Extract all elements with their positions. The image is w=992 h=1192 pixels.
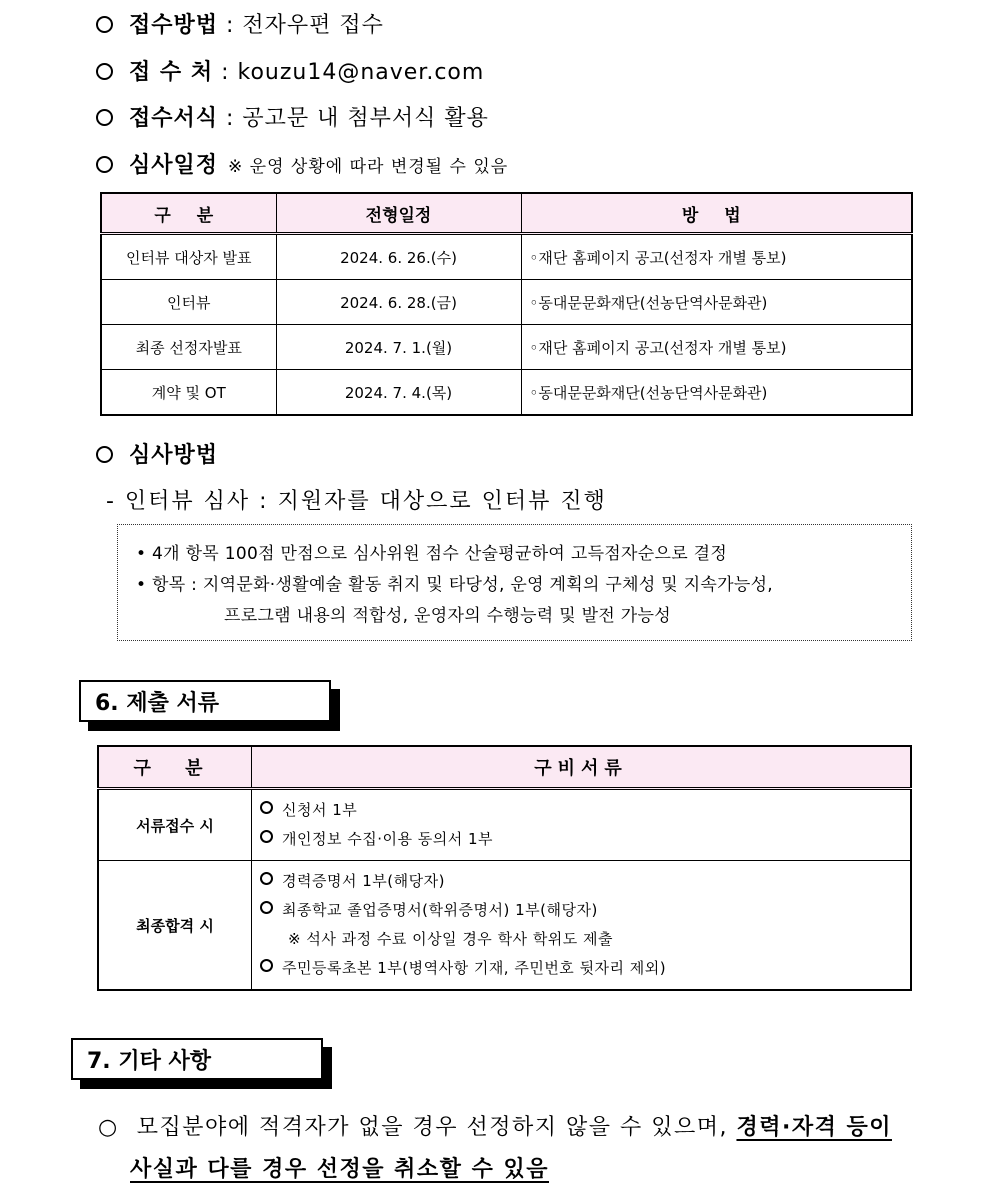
table-row: 인터뷰 2024. 6. 28.(금) ◦동대문문화재단(선농단역사문화관) [101,280,912,325]
schedule-note: ※ 운영 상황에 따라 변경될 수 있음 [228,157,509,177]
hollow-bullet-icon: ○ [98,1115,119,1140]
info-value: 공고문 내 첨부서식 활용 [242,106,489,131]
table-row: 서류접수 시 신청서 1부 개인정보 수집·이용 동의서 1부 [98,789,911,861]
circle-bullet-icon [260,901,273,914]
review-criteria-box [117,524,912,641]
info-line-form: 접수서식 : 공고문 내 첨부서식 활용 [96,101,489,132]
info-line-method: 접수방법 : 전자우편 접수 [96,8,384,39]
info-label: 접수서식 [129,106,219,131]
criteria-bullet-continued: 프로그램 내용의 적합성, 운영자의 수행능력 및 발전 가능성 [224,606,671,626]
section-6-title: 6. 제출 서류 [79,680,331,722]
table-header-row [101,193,912,234]
info-label: 접 수 처 [129,60,214,85]
schedule-heading: 심사일정 ※ 운영 상황에 따라 변경될 수 있음 [96,148,508,179]
circle-bullet-icon [260,872,273,885]
info-value: 전자우편 접수 [242,13,384,38]
table-header-row [98,746,911,789]
circle-bullet-icon [96,16,113,33]
circle-bullet-icon [260,830,273,843]
schedule-table [100,192,913,416]
criteria-bullet: • 4개 항목 100점 만점으로 심사위원 점수 산술평균하여 고득점자순으로 결정 [136,544,728,564]
circle-bullet-icon [96,156,113,173]
header-cell: 전형일정 [276,193,521,234]
documents-note: ※ 석사 과정 수료 이상일 경우 학사 학위도 제출 [288,930,614,948]
info-value: kouzu14@naver.com [237,60,485,85]
table-row: 최종합격 시 경력증명서 1부(해당자) 최종학교 졸업증명서(학위증명서) 1부(해당자) ※ 석사 과정 수료 이상일 경우 학사 학위도 제출 주민등록초본 1부(병역사항 기재, 주민번호 뒷자리 제외) [98,861,911,991]
table-row: 인터뷰 대상자 발표 2024. 6. 26.(수) ◦재단 홈페이지 공고(선정자 개별 통보) [101,234,912,280]
header-cell: 방 법 [521,193,912,234]
header-cell: 구 분 [98,746,252,789]
review-heading: 심사방법 [96,438,218,469]
circle-bullet-icon [260,959,273,972]
circle-bullet-icon [260,801,273,814]
table-row: 최종 선정자발표 2024. 7. 1.(월) ◦재단 홈페이지 공고(선정자 개별 통보) [101,325,912,370]
criteria-bullet: • 항목 : 지역문화·생활예술 활동 취지 및 타당성, 운영 계획의 구체성 및 지속가능성, [136,575,774,595]
circle-bullet-icon [96,63,113,80]
circle-bullet-icon [96,446,113,463]
section-7-title: 7. 기타 사항 [71,1038,323,1080]
info-label: 접수방법 [129,13,219,38]
circle-bullet-icon [96,109,113,126]
header-cell: 구 분 [101,193,276,234]
notice-line-2: 사실과 다를 경우 선정을 취소할 수 있음 [130,1157,549,1182]
table-row: 계약 및 OT 2024. 7. 4.(목) ◦동대문문화재단(선농단역사문화관) [101,370,912,416]
info-line-receiver: 접 수 처 : kouzu14@naver.com [96,55,484,86]
header-cell: 구비서류 [252,746,912,789]
notice-line-1: ○ 모집분야에 적격자가 없을 경우 선정하지 않을 수 있으며, 경력·자격 등이 [98,1115,892,1140]
review-subline: - 인터뷰 심사 : 지원자를 대상으로 인터뷰 진행 [106,489,607,514]
documents-table [97,745,912,991]
